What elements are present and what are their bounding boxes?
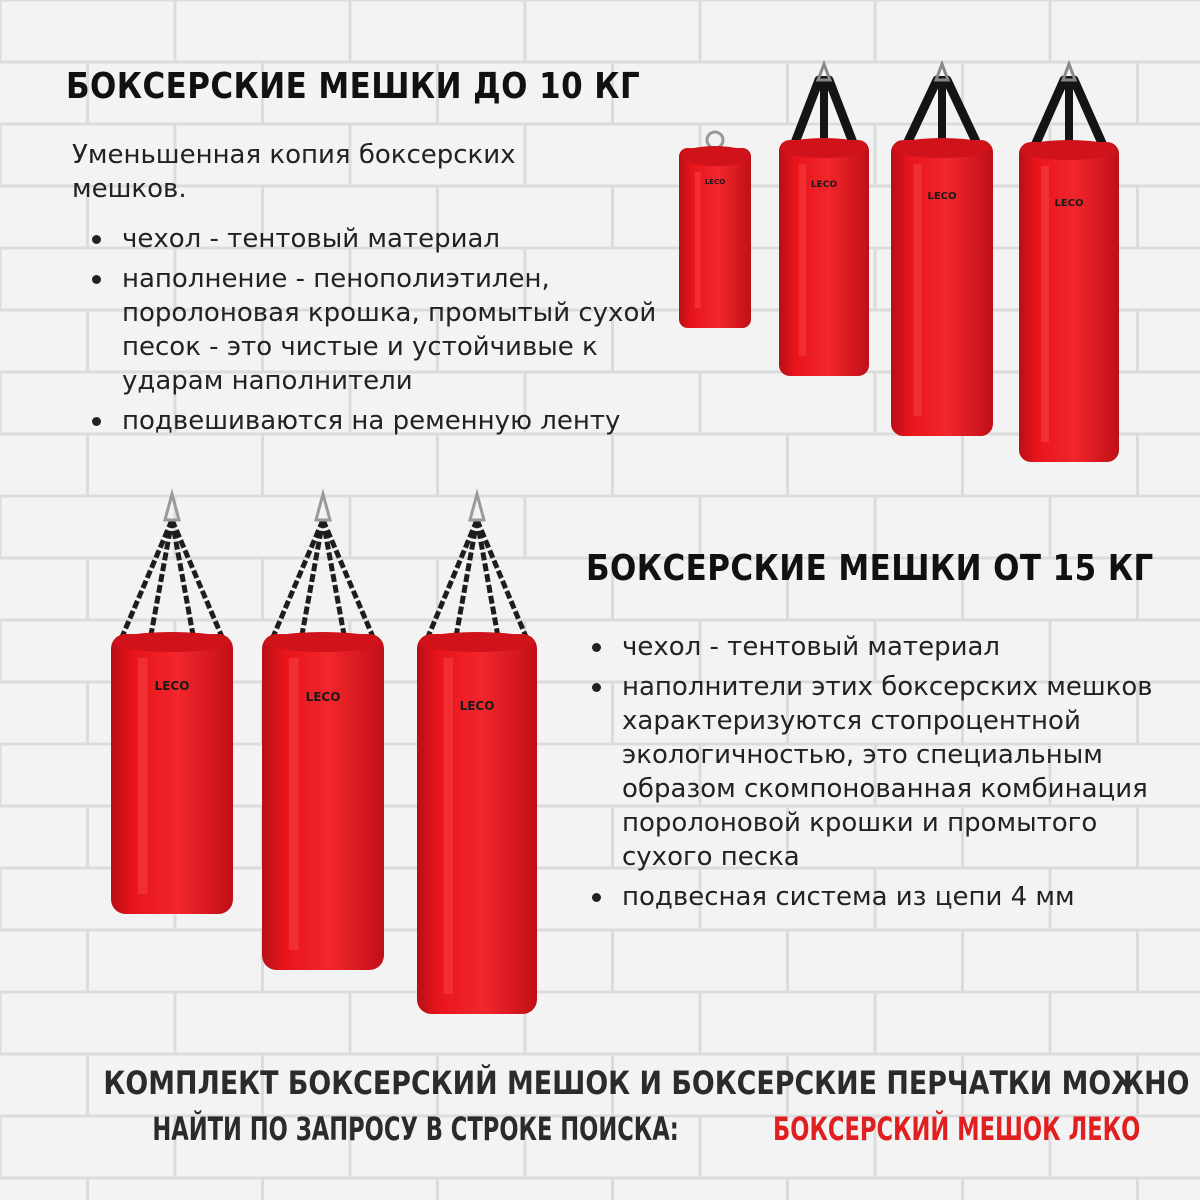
section-title-small-bags: БОКСЕРСКИЕ МЕШКИ ДО 10 КГ: [66, 66, 641, 107]
bag-large-3: [417, 494, 537, 1014]
list-item: подвесная система из цепи 4 мм: [572, 880, 1172, 914]
bag-small-4: [1019, 64, 1119, 462]
bag-brand-label: LECO: [305, 690, 341, 705]
list-item: наполнение - пенополиэтилен, поролоновая крошка, промытый сухой песок - это чистые и устойчивые к ударам наполнители: [72, 262, 692, 398]
footer-note: [0, 1060, 1200, 1152]
bag-large-1: [111, 494, 233, 914]
list-item: наполнители этих боксерских мешков характеризуются стопроцентной экологичностью, это специальным образом скомпонованная комбинация поролоновой крошки и промытого сухого песка: [572, 670, 1172, 874]
section-lead-text: Уменьшенная копия боксерских мешков.: [72, 140, 516, 204]
list-item: чехол - тентовый материал: [72, 222, 692, 256]
bag-small-3: [891, 64, 993, 436]
bag-brand-label: LECO: [704, 178, 726, 186]
bag-large-2: [262, 494, 384, 970]
bag-brand-label: LECO: [810, 180, 838, 191]
bag-small-1: [679, 132, 751, 328]
footer-line-1: КОМПЛЕКТ БОКСЕРСКИЙ МЕШОК И БОКСЕРСКИЕ ПЕРЧАТКИ МОЖНО: [103, 1064, 1190, 1102]
bag-brand-label: LECO: [1054, 198, 1084, 209]
bag-brand-label: LECO: [459, 699, 495, 713]
section-title-large-bags: БОКСЕРСКИЕ МЕШКИ ОТ 15 КГ: [586, 548, 1154, 589]
bag-brand-label: LECO: [154, 679, 190, 693]
list-item: чехол - тентовый материал: [572, 630, 1172, 664]
footer-line-2: НАЙТИ ПО ЗАПРОСУ В СТРОКЕ ПОИСКА:: [152, 1110, 679, 1148]
bag-small-2: [779, 64, 869, 376]
list-item: подвешиваются на ременную ленту: [72, 404, 692, 438]
search-query-highlight: БОКСЕРСКИЙ МЕШОК ЛЕКО: [773, 1110, 1141, 1148]
bag-brand-label: LECO: [927, 191, 957, 203]
